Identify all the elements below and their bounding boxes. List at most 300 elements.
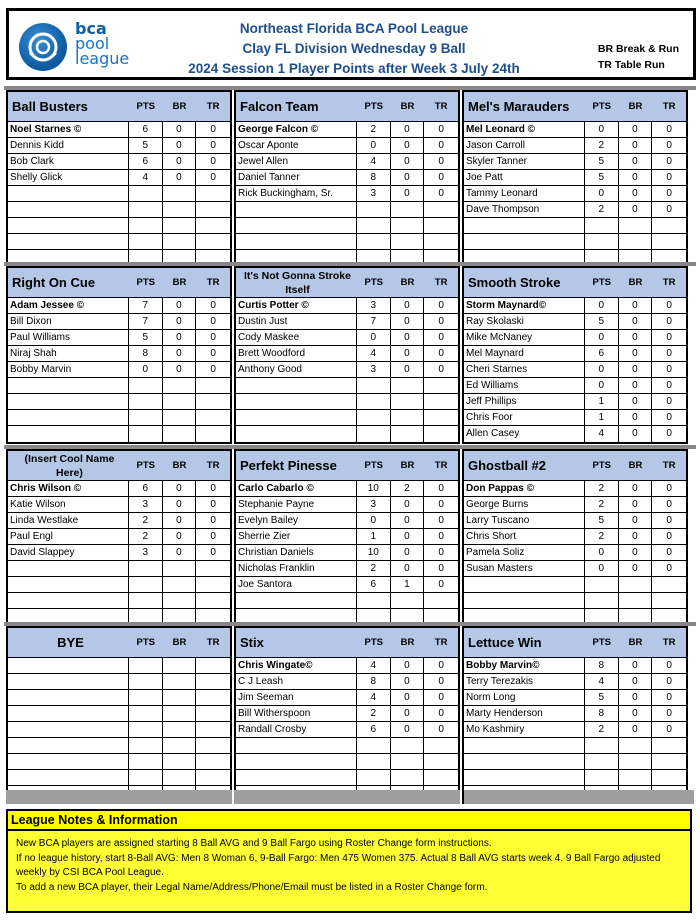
table-row xyxy=(464,234,686,250)
column-header-pts: PTS xyxy=(364,460,383,471)
table-row xyxy=(8,298,230,314)
player-name: Tammy Leonard xyxy=(464,186,585,201)
column-header-br: BR xyxy=(172,637,187,648)
team-block xyxy=(462,449,688,627)
table-row xyxy=(464,410,686,426)
player-pts: 3 xyxy=(357,497,391,512)
column-header-tr: TR xyxy=(662,277,676,288)
team-header xyxy=(8,451,230,481)
table-row xyxy=(8,770,230,786)
player-name: Adam Jessee © xyxy=(8,298,129,313)
team-header xyxy=(464,451,686,481)
player-name xyxy=(8,690,129,705)
table-row xyxy=(236,706,458,722)
player-tr xyxy=(424,234,458,249)
team-block xyxy=(234,266,460,444)
player-table xyxy=(464,122,686,266)
player-tr xyxy=(652,577,686,592)
player-br: 0 xyxy=(391,362,425,377)
player-pts xyxy=(129,577,163,592)
table-row xyxy=(236,138,458,154)
player-br xyxy=(163,738,197,753)
player-name: Paul Williams xyxy=(8,330,129,345)
player-tr xyxy=(196,690,230,705)
table-row xyxy=(8,394,230,410)
title-division: Clay FL Division Wednesday 9 Ball xyxy=(242,41,466,56)
player-pts: 0 xyxy=(585,545,619,560)
player-br xyxy=(163,186,197,201)
player-tr xyxy=(196,378,230,393)
player-pts: 7 xyxy=(357,314,391,329)
player-name xyxy=(236,770,357,785)
team-header xyxy=(464,628,686,658)
player-tr: 0 xyxy=(666,300,672,311)
table-row xyxy=(8,410,230,426)
table-row xyxy=(236,170,458,186)
player-name: Skyler Tanner xyxy=(464,154,585,169)
player-name: Noel Starnes © xyxy=(8,122,129,137)
player-pts: 2 xyxy=(585,481,619,496)
player-br: 0 xyxy=(391,706,425,721)
table-row xyxy=(8,690,230,706)
column-header-br: BR xyxy=(400,101,415,112)
player-table xyxy=(8,298,230,442)
table-row xyxy=(236,394,458,410)
column-header-br: BR xyxy=(628,637,643,648)
player-pts: 4 xyxy=(129,170,163,185)
table-row xyxy=(236,690,458,706)
table-row xyxy=(8,314,230,330)
player-br: 0 xyxy=(619,674,653,689)
team-block xyxy=(6,626,232,804)
player-br: 0 xyxy=(391,154,425,169)
column-header-pts: PTS xyxy=(364,277,383,288)
player-tr: 0 xyxy=(210,547,216,558)
player-name: Larry Tuscano xyxy=(464,513,585,528)
player-br xyxy=(163,378,197,393)
table-row xyxy=(8,186,230,202)
table-row xyxy=(236,513,458,529)
player-tr: 0 xyxy=(210,499,216,510)
player-br xyxy=(619,593,653,608)
player-pts: 4 xyxy=(585,674,619,689)
player-tr: 0 xyxy=(438,300,444,311)
player-tr xyxy=(424,378,458,393)
player-tr xyxy=(652,593,686,608)
table-row xyxy=(464,481,686,497)
player-tr: 0 xyxy=(438,172,444,183)
legend xyxy=(598,41,679,73)
player-name xyxy=(236,394,357,409)
player-br xyxy=(163,593,197,608)
player-pts xyxy=(357,738,391,753)
table-row xyxy=(8,378,230,394)
player-tr: 0 xyxy=(666,156,672,167)
table-row xyxy=(464,593,686,609)
column-header-tr: TR xyxy=(206,637,220,648)
player-name xyxy=(8,378,129,393)
table-row xyxy=(8,426,230,442)
player-pts: 5 xyxy=(585,170,619,185)
column-header-pts: PTS xyxy=(592,637,611,648)
player-pts: 0 xyxy=(357,330,391,345)
player-tr: 0 xyxy=(438,364,444,375)
table-row xyxy=(236,202,458,218)
player-name: Chris Wilson © xyxy=(8,481,129,496)
player-name xyxy=(464,770,585,785)
player-table xyxy=(8,122,230,266)
table-row xyxy=(236,426,458,442)
player-tr: 0 xyxy=(666,172,672,183)
player-pts: 8 xyxy=(585,706,619,721)
player-tr: 0 xyxy=(666,708,672,719)
player-name: Dennis Kidd xyxy=(8,138,129,153)
player-tr: 0 xyxy=(438,188,444,199)
table-row xyxy=(236,218,458,234)
notes-line: To add a new BCA player, their Legal Name/Address/Phone/Email must be listed in a Roster Change form. xyxy=(16,881,488,893)
player-br xyxy=(619,770,653,785)
team-header xyxy=(236,628,458,658)
player-table xyxy=(8,481,230,625)
player-pts xyxy=(129,690,163,705)
player-pts xyxy=(129,593,163,608)
player-table xyxy=(464,481,686,625)
player-pts: 5 xyxy=(585,314,619,329)
table-row xyxy=(464,690,686,706)
team-block xyxy=(462,266,688,444)
player-br: 0 xyxy=(391,561,425,576)
player-name: Cody Maskee xyxy=(236,330,357,345)
player-pts: 0 xyxy=(585,561,619,576)
player-tr: 0 xyxy=(438,140,444,151)
player-tr xyxy=(196,426,230,442)
table-row xyxy=(236,529,458,545)
player-tr: 0 xyxy=(666,483,672,494)
player-table xyxy=(8,658,230,802)
player-tr: 0 xyxy=(438,563,444,574)
column-header-br: BR xyxy=(172,460,187,471)
player-name xyxy=(236,593,357,608)
player-pts xyxy=(357,754,391,769)
player-br xyxy=(163,722,197,737)
player-name: Dave Thompson xyxy=(464,202,585,217)
column-header-tr: TR xyxy=(434,277,448,288)
player-pts xyxy=(129,770,163,785)
player-pts xyxy=(357,426,391,442)
player-tr xyxy=(424,738,458,753)
player-br: 0 xyxy=(619,658,653,673)
player-name: C J Leash xyxy=(236,674,357,689)
table-row xyxy=(464,738,686,754)
player-pts: 6 xyxy=(357,577,391,592)
table-row xyxy=(8,561,230,577)
table-row xyxy=(464,706,686,722)
table-row xyxy=(8,545,230,561)
table-row xyxy=(8,218,230,234)
table-row xyxy=(464,378,686,394)
player-br: 0 xyxy=(619,394,653,409)
player-name: Randall Crosby xyxy=(236,722,357,737)
player-pts: 3 xyxy=(357,362,391,377)
player-pts: 5 xyxy=(585,690,619,705)
player-tr xyxy=(196,738,230,753)
team-block xyxy=(462,626,688,804)
logo-pool: pool xyxy=(75,34,110,53)
table-row xyxy=(236,770,458,786)
page-header xyxy=(6,8,696,80)
table-row xyxy=(8,722,230,738)
player-tr: 0 xyxy=(210,531,216,542)
player-tr xyxy=(196,754,230,769)
player-pts: 0 xyxy=(585,186,619,201)
player-pts: 10 xyxy=(357,545,391,560)
table-row xyxy=(464,138,686,154)
player-name xyxy=(236,234,357,249)
player-tr: 0 xyxy=(210,348,216,359)
player-tr: 0 xyxy=(666,188,672,199)
player-br: 0 xyxy=(619,561,653,576)
player-br xyxy=(619,577,653,592)
title-session: 2024 Session 1 Player Points after Week 3 July 24th xyxy=(188,61,520,76)
player-tr: 0 xyxy=(210,300,216,311)
player-pts xyxy=(357,234,391,249)
player-br: 0 xyxy=(619,202,653,217)
player-br xyxy=(163,674,197,689)
table-row xyxy=(8,362,230,378)
player-name: Niraj Shah xyxy=(8,346,129,361)
table-row xyxy=(464,561,686,577)
player-br: 0 xyxy=(619,314,653,329)
player-name xyxy=(464,577,585,592)
player-name: Marty Henderson xyxy=(464,706,585,721)
column-header-pts: PTS xyxy=(136,101,155,112)
player-br: 0 xyxy=(391,513,425,528)
player-tr xyxy=(424,770,458,785)
team-block xyxy=(462,90,688,268)
player-br xyxy=(391,426,425,442)
player-br: 0 xyxy=(163,529,197,544)
player-name xyxy=(8,577,129,592)
player-br: 2 xyxy=(391,481,425,496)
player-pts xyxy=(129,754,163,769)
player-tr: 0 xyxy=(666,348,672,359)
player-name: Daniel Tanner xyxy=(236,170,357,185)
table-row xyxy=(8,513,230,529)
player-name: Terry Terezakis xyxy=(464,674,585,689)
player-br xyxy=(163,754,197,769)
player-tr xyxy=(424,426,458,442)
player-name: Katie Wilson xyxy=(8,497,129,512)
player-name xyxy=(8,738,129,753)
player-br: 0 xyxy=(163,513,197,528)
column-header-pts: PTS xyxy=(592,277,611,288)
player-br xyxy=(619,738,653,753)
table-row xyxy=(236,497,458,513)
player-br xyxy=(619,754,653,769)
team-name: Right On Cue xyxy=(12,274,96,290)
table-row xyxy=(8,234,230,250)
player-br xyxy=(391,218,425,233)
column-header-tr: TR xyxy=(662,637,676,648)
player-pts: 4 xyxy=(357,658,391,673)
column-header-pts: PTS xyxy=(592,101,611,112)
player-name: Oscar Aponte xyxy=(236,138,357,153)
player-pts: 2 xyxy=(129,529,163,544)
table-row xyxy=(236,314,458,330)
player-pts xyxy=(129,561,163,576)
player-tr: 0 xyxy=(438,332,444,343)
player-table xyxy=(236,122,458,266)
player-br: 0 xyxy=(163,122,197,137)
player-br: 0 xyxy=(163,362,197,377)
table-row xyxy=(464,426,686,442)
table-row xyxy=(464,202,686,218)
table-row xyxy=(236,722,458,738)
player-name: Susan Masters xyxy=(464,561,585,576)
player-name: Brett Woodford xyxy=(236,346,357,361)
player-tr xyxy=(196,394,230,409)
table-row xyxy=(8,202,230,218)
player-name: Rick Buckingham, Sr. xyxy=(236,186,357,201)
player-pts: 2 xyxy=(585,202,619,217)
player-br xyxy=(163,218,197,233)
player-table xyxy=(236,298,458,442)
player-name xyxy=(8,722,129,737)
column-header-pts: PTS xyxy=(136,637,155,648)
team-name: Stix xyxy=(240,634,264,650)
table-row xyxy=(464,186,686,202)
player-pts: 6 xyxy=(585,346,619,361)
team-name: Falcon Team xyxy=(240,98,319,114)
player-br xyxy=(619,234,653,249)
player-table xyxy=(236,481,458,625)
team-name: Perfekt Pinesse xyxy=(240,457,337,473)
column-header-pts: PTS xyxy=(136,460,155,471)
player-pts: 4 xyxy=(357,690,391,705)
player-br xyxy=(163,410,197,425)
player-tr: 0 xyxy=(666,396,672,407)
table-row xyxy=(464,497,686,513)
player-br: 0 xyxy=(163,154,197,169)
player-tr: 0 xyxy=(210,483,216,494)
player-br: 0 xyxy=(619,426,653,442)
player-tr xyxy=(196,234,230,249)
player-tr xyxy=(196,722,230,737)
player-pts: 8 xyxy=(357,674,391,689)
player-pts xyxy=(585,738,619,753)
table-row xyxy=(236,298,458,314)
table-row xyxy=(464,722,686,738)
player-name: Pamela Soliz xyxy=(464,545,585,560)
table-row xyxy=(8,754,230,770)
table-row xyxy=(464,362,686,378)
player-pts: 3 xyxy=(129,545,163,560)
column-header-tr: TR xyxy=(662,101,676,112)
player-pts: 3 xyxy=(357,298,391,313)
player-br xyxy=(391,770,425,785)
player-tr xyxy=(424,202,458,217)
player-pts xyxy=(357,378,391,393)
player-pts xyxy=(129,658,163,673)
player-name xyxy=(8,426,129,442)
player-name: Ed Williams xyxy=(464,378,585,393)
player-tr: 0 xyxy=(210,316,216,327)
team-header xyxy=(8,268,230,298)
player-pts xyxy=(129,674,163,689)
player-name xyxy=(8,770,129,785)
team-header xyxy=(236,268,458,298)
player-tr: 0 xyxy=(438,660,444,671)
player-name xyxy=(8,202,129,217)
table-row xyxy=(236,186,458,202)
table-row xyxy=(236,561,458,577)
player-name: Allen Casey xyxy=(464,426,585,442)
team-header xyxy=(8,92,230,122)
player-tr: 0 xyxy=(666,547,672,558)
table-row xyxy=(464,314,686,330)
player-pts: 1 xyxy=(357,529,391,544)
table-row xyxy=(464,154,686,170)
player-br: 0 xyxy=(619,298,653,313)
column-header-br: BR xyxy=(172,277,187,288)
player-tr: 0 xyxy=(210,124,216,135)
player-br: 0 xyxy=(163,545,197,560)
table-row xyxy=(8,154,230,170)
player-name: Bill Dixon xyxy=(8,314,129,329)
player-tr xyxy=(652,770,686,785)
table-row xyxy=(236,410,458,426)
player-tr xyxy=(424,593,458,608)
table-row xyxy=(236,234,458,250)
player-br: 0 xyxy=(619,154,653,169)
table-row xyxy=(236,658,458,674)
player-br: 0 xyxy=(391,545,425,560)
player-br: 0 xyxy=(391,122,425,137)
column-header-tr: TR xyxy=(206,460,220,471)
player-br: 0 xyxy=(163,330,197,345)
player-br: 0 xyxy=(163,170,197,185)
team-name: Ball Busters xyxy=(12,98,88,114)
player-tr xyxy=(196,577,230,592)
player-pts: 0 xyxy=(585,362,619,377)
table-row xyxy=(8,122,230,138)
player-tr: 0 xyxy=(666,515,672,526)
player-tr: 0 xyxy=(438,579,444,590)
player-table xyxy=(464,298,686,442)
table-row xyxy=(464,674,686,690)
player-name xyxy=(236,378,357,393)
player-name: Jeff Phillips xyxy=(464,394,585,409)
table-row xyxy=(236,378,458,394)
notes-body xyxy=(8,831,690,901)
player-pts xyxy=(129,722,163,737)
player-tr: 0 xyxy=(438,531,444,542)
player-tr: 0 xyxy=(666,332,672,343)
team-name: It's Not Gonna Stroke Itself xyxy=(243,269,351,296)
player-pts xyxy=(585,593,619,608)
player-tr xyxy=(196,593,230,608)
player-br xyxy=(391,410,425,425)
player-name: Curtis Potter © xyxy=(236,298,357,313)
team-block xyxy=(6,266,232,444)
table-row xyxy=(236,481,458,497)
table-row xyxy=(8,330,230,346)
player-name xyxy=(236,218,357,233)
player-tr: 0 xyxy=(666,124,672,135)
player-pts xyxy=(357,410,391,425)
table-row xyxy=(236,346,458,362)
section-divider xyxy=(4,622,696,626)
